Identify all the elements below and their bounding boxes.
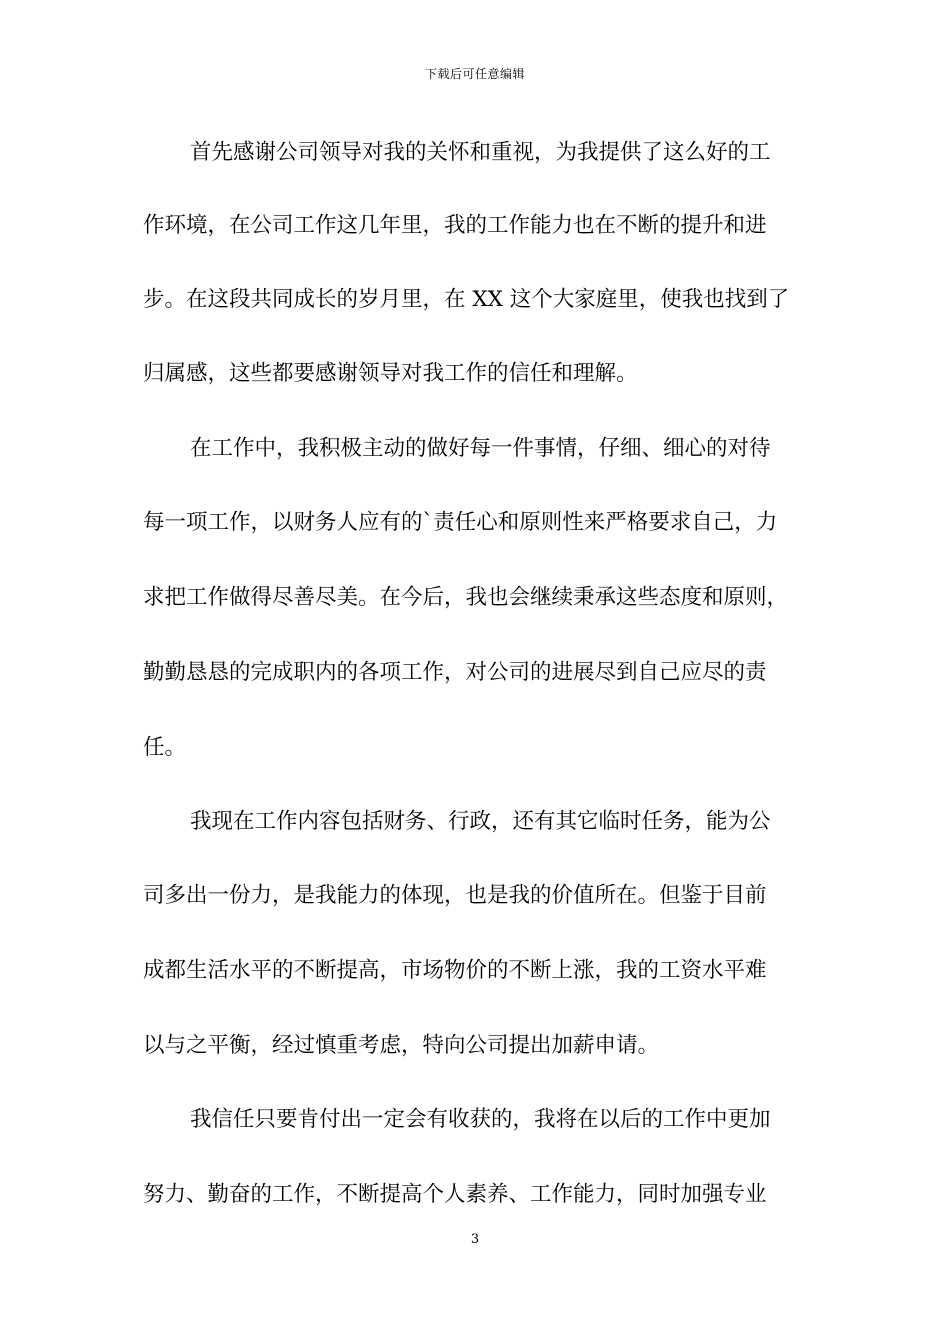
paragraph-1-line-1: 首先感谢公司领导对我的关怀和重视，为我提供了这么好的工 bbox=[190, 140, 771, 165]
paragraph-1-line-2: 作环境，在公司工作这几年里，我的工作能力也在不断的提升和进 bbox=[143, 213, 767, 238]
paragraph-3-line-2: 司多出一份力，是我能力的体现，也是我的价值所在。但鉴于目前 bbox=[143, 883, 767, 908]
paragraph-1-line-4: 归属感，这些都要感谢领导对我工作的信任和理解。 bbox=[143, 361, 638, 386]
paragraph-1-line-3: 步。在这段共同成长的岁月里，在 XX 这个大家庭里，使我也找到了 bbox=[143, 287, 790, 312]
paragraph-4-line-1: 我信任只要肯付出一定会有收获的，我将在以后的工作中更加 bbox=[190, 1107, 771, 1132]
paragraph-3-line-1: 我现在工作内容包括财务、行政，还有其它临时任务，能为公 bbox=[190, 809, 771, 834]
page-number: 3 bbox=[470, 1232, 480, 1247]
paragraph-2-line-4: 勤勤恳恳的完成职内的各项工作，对公司的进展尽到自己应尽的责 bbox=[143, 660, 767, 685]
paragraph-4-line-2: 努力、勤奋的工作，不断提高个人素养、工作能力，同时加强专业 bbox=[143, 1182, 767, 1207]
paragraph-2-line-3: 求把工作做得尽善尽美。在今后，我也会继续秉承这些态度和原则， bbox=[143, 585, 789, 610]
paragraph-3-line-3: 成都生活水平的不断提高，市场物价的不断上涨，我的工资水平难 bbox=[143, 958, 767, 983]
paragraph-3-line-4: 以与之平衡，经过慎重考虑，特向公司提出加薪申请。 bbox=[143, 1033, 660, 1058]
paragraph-2-line-5: 任。 bbox=[143, 735, 187, 760]
paragraph-2-line-2: 每一项工作，以财务人应有的`责任心和原则性来严格要求自己，力 bbox=[143, 510, 778, 535]
page-header: 下载后可任意编辑 bbox=[424, 67, 525, 81]
paragraph-2-line-1: 在工作中，我积极主动的做好每一件事情，仔细、细心的对待 bbox=[190, 436, 771, 461]
